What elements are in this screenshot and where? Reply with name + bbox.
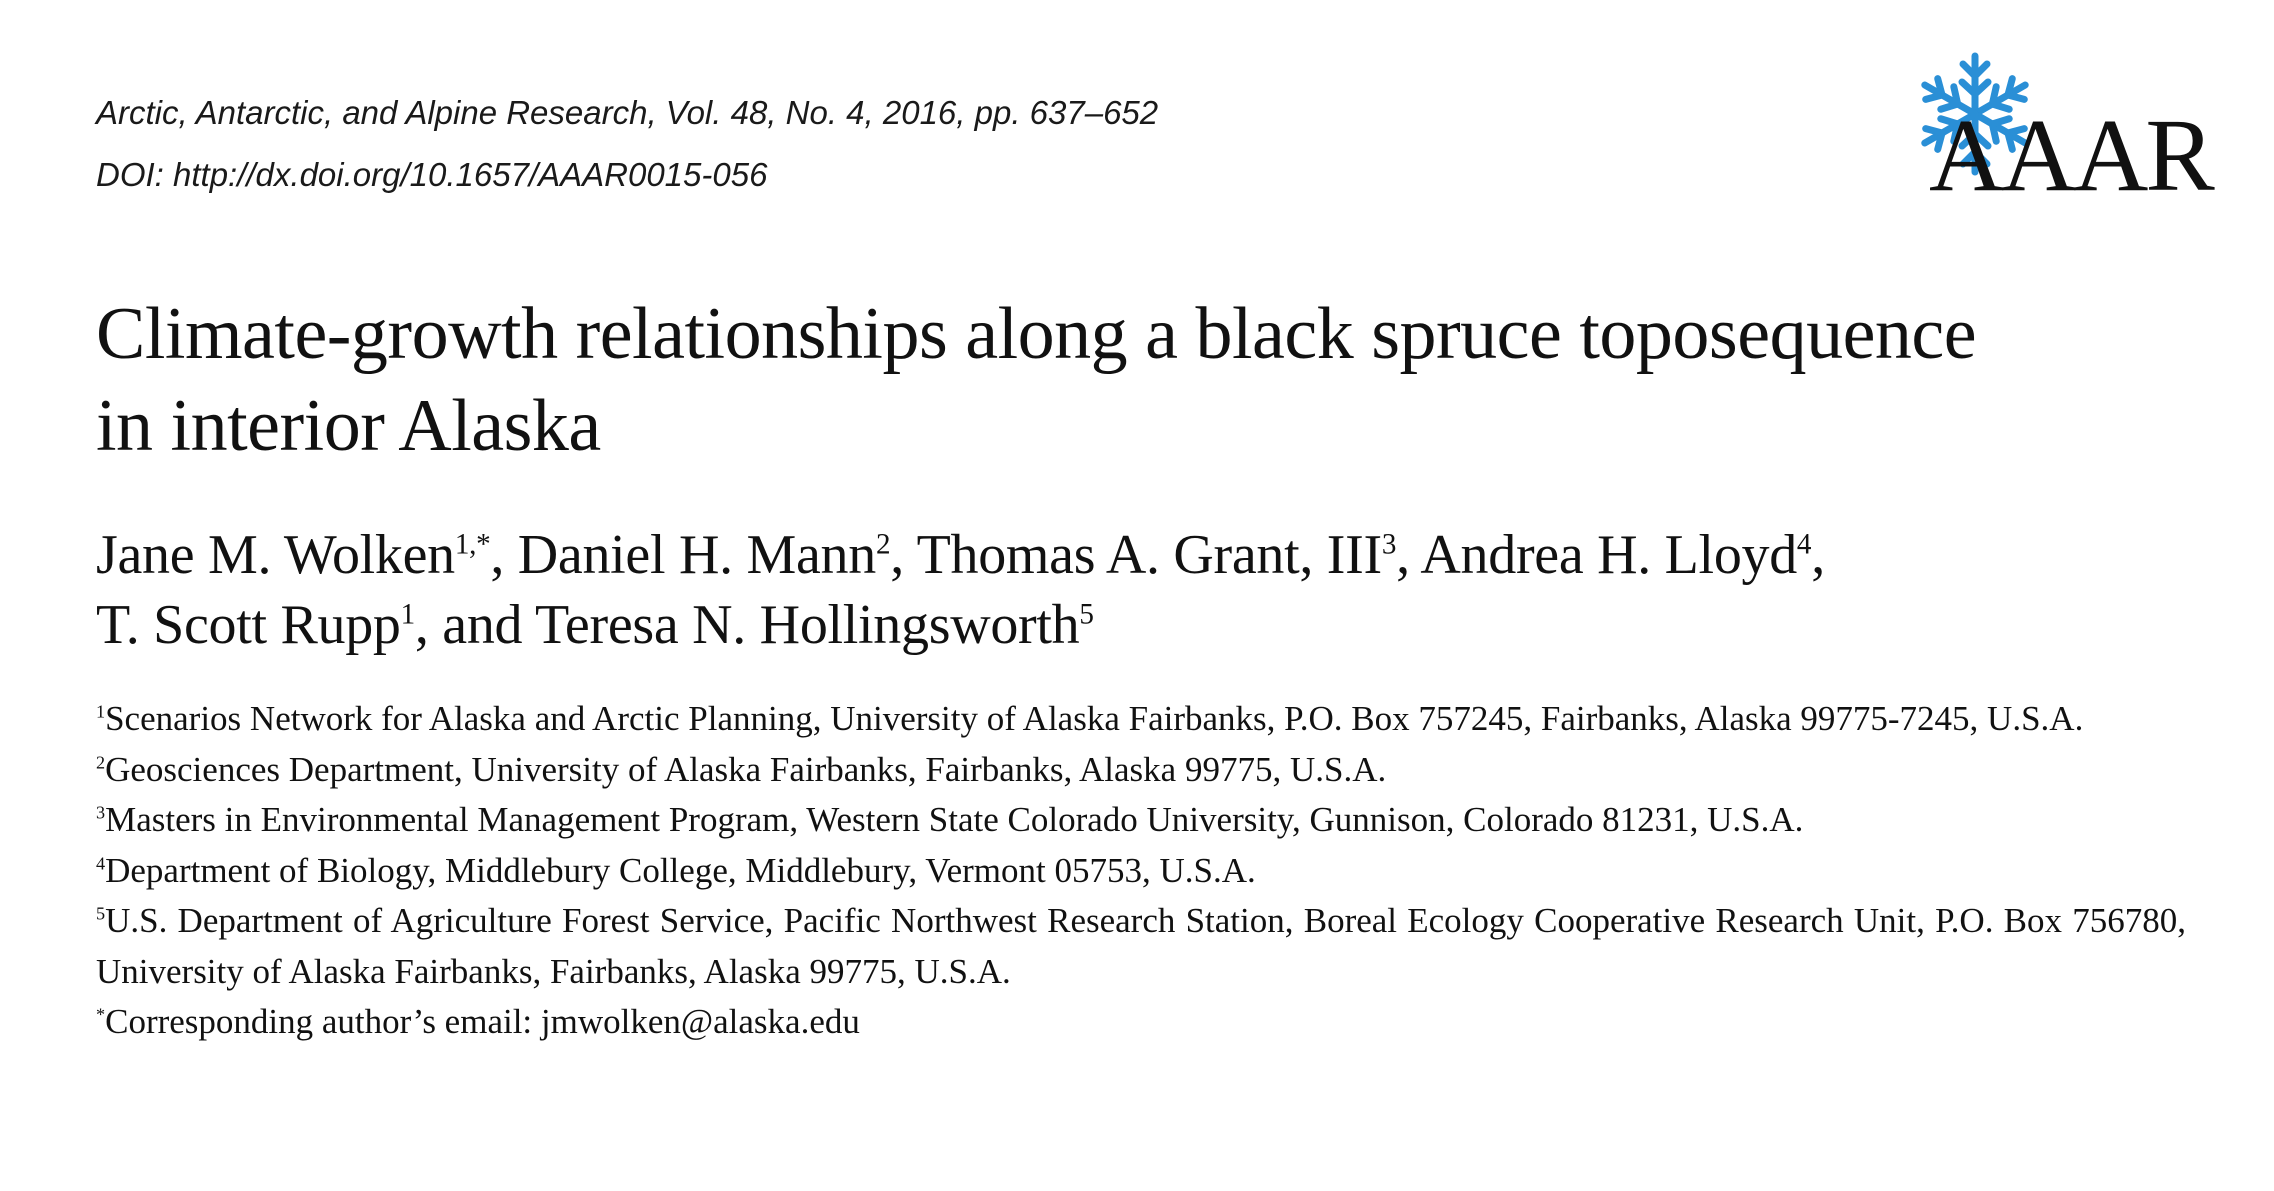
author-name: Daniel H. Mann (517, 524, 876, 586)
author-affiliation-marker: 4 (1796, 528, 1812, 561)
aaar-logo (1905, 52, 2212, 213)
affiliation-item (96, 896, 2186, 997)
author-name: Jane M. Wolken (96, 524, 455, 586)
affiliation-item (96, 846, 2186, 897)
author-name: Teresa N. Hollingsworth (534, 594, 1080, 656)
author-affiliation-marker: 1,* (454, 528, 491, 561)
affiliation-item (96, 745, 2186, 796)
affiliation-text: Department of Biology, Middlebury College, Middlebury, Vermont 05753, U.S.A. (105, 850, 1256, 890)
affiliation-list (96, 694, 2186, 1048)
title-line-2: in interior Alaska (96, 385, 601, 467)
affiliation-marker: 1 (96, 701, 106, 722)
affiliation-marker: * (96, 1004, 106, 1025)
author-separator: , (1811, 524, 1825, 586)
affiliation-marker: 2 (96, 751, 106, 772)
logo-wordmark: AAAR (1929, 98, 2212, 213)
affiliation-text: Geosciences Department, University of Alaska Fairbanks, Fairbanks, Alaska 99775, U.S.A. (105, 749, 1387, 789)
affiliation-text: Scenarios Network for Alaska and Arctic Planning, University of Alaska Fairbanks, P.O. Box 757245, Fairbanks, Alaska 99775-7245, U.S.A. (105, 699, 2084, 738)
author-name: Thomas A. Grant, III (916, 524, 1382, 586)
journal-header (96, 82, 1158, 206)
affiliation-text: Masters in Environmental Management Program, Western State Colorado University, Gunnison, Colorado 81231, U.S.A. (105, 800, 1804, 839)
author-affiliation-marker: 3 (1381, 528, 1397, 561)
affiliation-text: U.S. Department of Agriculture Forest Service, Pacific Northwest Research Station, Boreal Ecology Cooperative Research Unit, P.O. Box 756780, University of Alaska Fairbanks, Fairbanks, Alaska 99775, U.S.A. (96, 901, 2186, 991)
author-line-1 (96, 520, 1825, 590)
title-line-1: Climate-growth relationships along a black spruce toposequence (96, 293, 1977, 375)
author-affiliation-marker: 1 (400, 598, 415, 631)
author-separator: , and (414, 594, 535, 656)
corresponding-author (96, 997, 2186, 1048)
doi-link[interactable]: DOI: http://dx.doi.org/10.1657/AAAR0015-056 (96, 156, 768, 193)
author-name: T. Scott Rupp (96, 594, 401, 656)
corresponding-email[interactable]: Corresponding author’s email: jmwolken@alaska.edu (105, 1002, 860, 1041)
affiliation-item (96, 795, 2186, 846)
affiliation-marker: 3 (96, 802, 106, 823)
journal-citation: Arctic, Antarctic, and Alpine Research, Vol. 48, No. 4, 2016, pp. 637–652 (96, 94, 1159, 131)
affiliation-marker: 4 (96, 852, 106, 873)
article-title (96, 288, 2206, 472)
author-name: Andrea H. Lloyd (1420, 524, 1797, 586)
author-affiliation-marker: 2 (875, 528, 891, 561)
affiliation-marker: 5 (96, 903, 106, 924)
author-line-2 (96, 590, 1825, 660)
author-list (96, 520, 1825, 660)
author-separator: , (890, 524, 917, 586)
author-separator: , (490, 524, 518, 586)
affiliation-item (96, 694, 2186, 745)
author-affiliation-marker: 5 (1079, 598, 1094, 631)
author-separator: , (1396, 524, 1421, 586)
